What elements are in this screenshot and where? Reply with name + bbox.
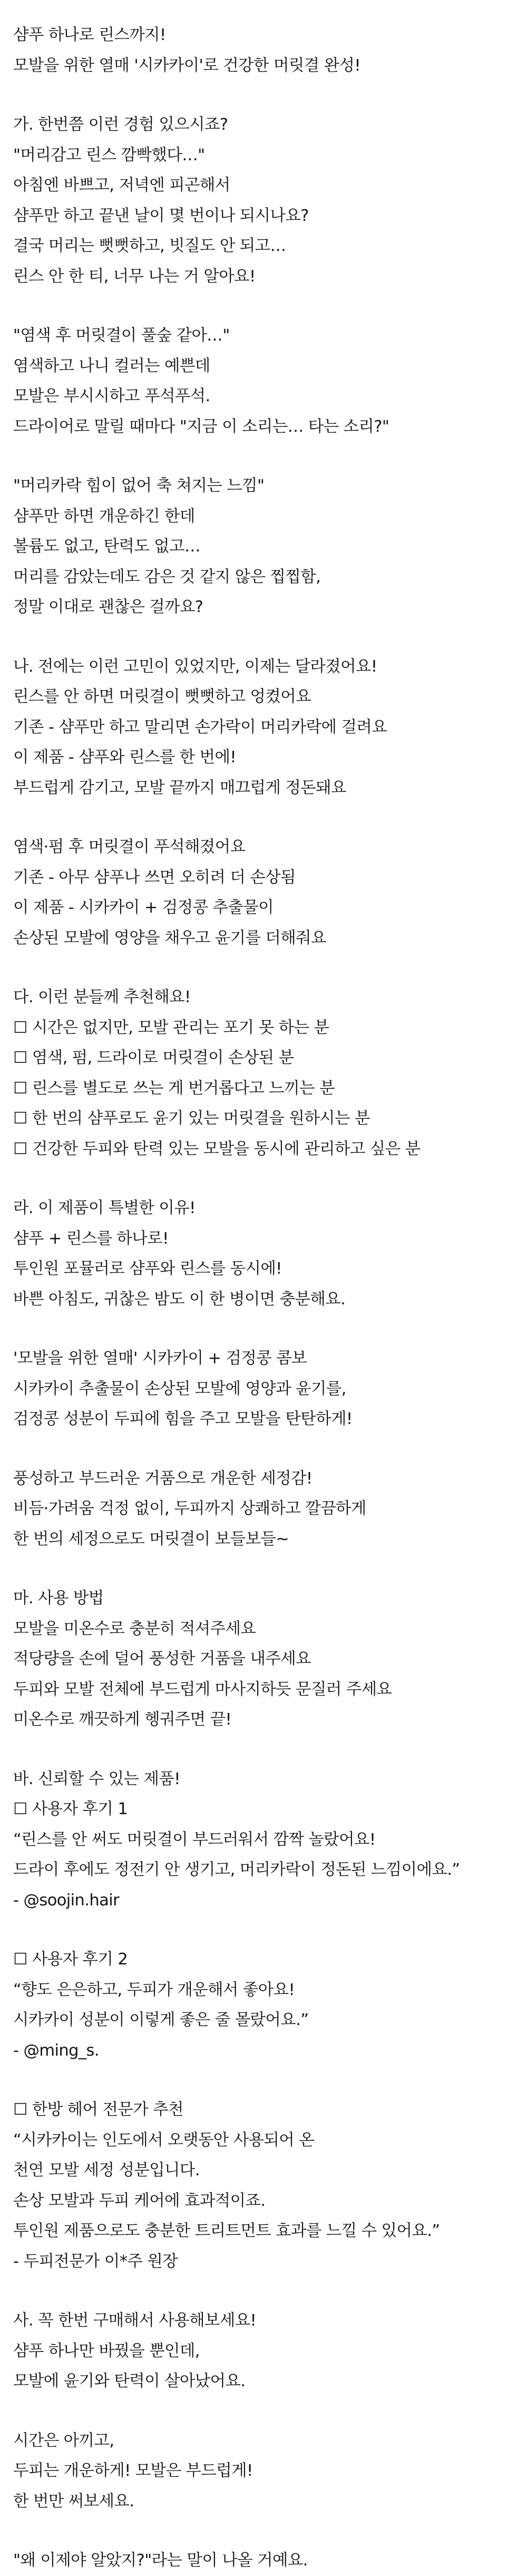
text-line: 결국 머리는 뻣뻣하고, 빗질도 안 되고…: [13, 237, 286, 255]
paragraph-gap: [13, 953, 516, 982]
paragraph-gap: [13, 1735, 516, 1764]
text-line: ☐ 사용자 후기 2: [13, 1950, 128, 1969]
paragraph-gap: [13, 2516, 516, 2545]
text-line: 샴푸 하나만 바꿨을 뿐인데,: [13, 2341, 200, 2360]
text-line: 시카카이 성분이 이렇게 좋은 줄 몰랐어요.”: [13, 2011, 309, 2029]
text-line: 기존 - 아무 샴푸나 쓰면 오히려 더 손상됨: [13, 868, 296, 887]
paragraph: [13, 2426, 516, 2517]
text-line: - @soojin.hair: [13, 1891, 120, 1910]
text-line: “린스를 안 써도 머릿결이 부드러워서 깜짝 놀랐어요!: [13, 1830, 376, 1849]
text-line: 두피는 개운하게! 모발은 부드럽게!: [13, 2462, 253, 2480]
text-line: “향도 은은하고, 두피가 개운해서 좋아요!: [13, 1980, 295, 1999]
text-line: ☐ 한방 헤어 전문가 추천: [13, 2100, 183, 2119]
text-line: 기존 - 샴푸만 하고 말리면 손가락이 머리카락에 걸려요: [13, 718, 387, 737]
text-line: 모발을 미온수로 충분히 적셔주세요: [13, 1619, 256, 1638]
text-line: 사. 꼭 한번 구매해서 사용해보세요!: [13, 2311, 257, 2330]
text-line: 아침엔 바쁘고, 저녁엔 피곤해서: [13, 176, 230, 195]
paragraph: [13, 832, 516, 953]
paragraph: [13, 321, 516, 442]
text-line: ☐ 시간은 없지만, 모발 관리는 포기 못 하는 분: [13, 1018, 329, 1037]
text-line: 풍성하고 부드러운 거품으로 개운한 세정감!: [13, 1469, 313, 1488]
text-line: 다. 이런 분들께 추천해요!: [13, 988, 191, 1006]
text-line: 마. 사용 방법: [13, 1589, 104, 1607]
text-line: 린스를 안 하면 머릿결이 뻣뻣하고 엉켰어요: [13, 687, 311, 706]
paragraph: [13, 2306, 516, 2397]
paragraph: [13, 652, 516, 803]
text-line: 시카카이 추출물이 손상된 모발에 영양과 윤기를,: [13, 1379, 346, 1398]
text-line: 샴푸 + 린스를 하나로!: [13, 1229, 169, 1248]
paragraph: [13, 1764, 516, 1916]
paragraph-gap: [13, 1915, 516, 1944]
text-line: “시카카이는 인도에서 오랫동안 사용되어 온: [13, 2130, 315, 2149]
text-line: 시간은 아끼고,: [13, 2431, 114, 2450]
text-line: 드라이어로 말릴 때마다 "지금 이 소리는… 타는 소리?": [13, 417, 389, 436]
paragraph: [13, 1583, 516, 1735]
text-line: 비듬·가려움 걱정 없이, 두피까지 상쾌하고 깔끔하게: [13, 1499, 366, 1518]
text-line: 가. 한번쯤 이런 경험 있으시죠?: [13, 115, 228, 134]
text-line: 바쁜 아침도, 귀찮은 밤도 이 한 병이면 충분해요.: [13, 1290, 346, 1309]
paragraph-gap: [13, 442, 516, 471]
text-line: - @ming_s.: [13, 2041, 99, 2060]
text-line: 부드럽게 감기고, 모발 끝까지 매끄럽게 정돈돼요: [13, 778, 346, 797]
paragraph-gap: [13, 81, 516, 110]
paragraph: [13, 1944, 516, 2066]
text-line: 드라이 후에도 정전기 안 생기고, 머리카락이 정돈된 느낌이에요.”: [13, 1861, 460, 1879]
text-line: "왜 이제야 알았지?"라는 말이 나올 거예요.: [13, 2551, 308, 2570]
paragraph-gap: [13, 292, 516, 321]
text-line: 투인원 제품으로도 충분한 트리트먼트 효과를 느낄 수 있어요.”: [13, 2222, 440, 2240]
text-line: 손상 모발과 두피 케어에 효과적이죠.: [13, 2191, 266, 2210]
text-line: 볼륨도 없고, 탄력도 없고…: [13, 537, 200, 556]
text-line: 나. 전에는 이런 고민이 있었지만, 이제는 달라졌어요!: [13, 657, 377, 676]
text-line: "머리감고 린스 깜빡했다…": [13, 146, 205, 164]
paragraph-gap: [13, 2397, 516, 2426]
text-line: 염색·펌 후 머릿결이 푸석해졌어요: [13, 838, 246, 856]
text-line: 정말 이대로 괜찮은 걸까요?: [13, 598, 203, 616]
paragraph: [13, 471, 516, 623]
text-line: ☐ 염색, 펌, 드라이로 머릿결이 손상된 분: [13, 1049, 294, 1067]
text-line: 한 번의 세정으로도 머릿결이 보들보들~: [13, 1529, 289, 1548]
text-line: 투인원 포뮬러로 샴푸와 린스를 동시에!: [13, 1260, 282, 1278]
text-line: 천연 모발 세정 성분입니다.: [13, 2161, 200, 2180]
paragraph: [13, 1343, 516, 1435]
text-line: 머리를 감았는데도 감은 것 같지 않은 찝찝함,: [13, 567, 321, 586]
text-line: "염색 후 머릿결이 풀숲 같아…": [13, 326, 230, 345]
text-line: ☐ 건강한 두피와 탄력 있는 모발을 동시에 관리하고 싶은 분: [13, 1139, 421, 1158]
paragraph: [13, 2545, 516, 2576]
paragraph-gap: [13, 2066, 516, 2095]
text-line: 한 번만 써보세요.: [13, 2492, 134, 2511]
text-line: 미온수로 깨끗하게 헹궈주면 끝!: [13, 1710, 232, 1729]
paragraph-gap: [13, 1554, 516, 1583]
text-line: - 두피전문가 이*주 원장: [13, 2252, 178, 2271]
promo-document: [13, 20, 516, 2576]
paragraph-gap: [13, 803, 516, 832]
text-line: "머리카락 힘이 없어 축 쳐지는 느낌": [13, 477, 265, 495]
text-line: 두피와 모발 전체에 부드럽게 마사지하듯 문질러 주세요: [13, 1680, 392, 1699]
text-line: 모발에 윤기와 탄력이 살아났어요.: [13, 2372, 246, 2390]
paragraph: [13, 20, 516, 81]
paragraph: [13, 982, 516, 1164]
paragraph: [13, 2095, 516, 2277]
text-line: '모발을 위한 열매' 시카카이 + 검정콩 콤보: [13, 1349, 307, 1368]
text-line: 샴푸만 하면 개운하긴 한데: [13, 507, 195, 526]
paragraph-gap: [13, 623, 516, 652]
paragraph: [13, 1193, 516, 1314]
text-line: 샴푸 하나로 린스까지!: [13, 26, 166, 44]
text-line: 염색하고 나니 컬러는 예쁜데: [13, 356, 210, 375]
text-line: ☐ 한 번의 샴푸로도 윤기 있는 머릿결을 원하시는 분: [13, 1109, 370, 1128]
paragraph: [13, 1464, 516, 1555]
text-line: 검정콩 성분이 두피에 힘을 주고 모발을 탄탄하게!: [13, 1410, 353, 1428]
text-line: 이 제품 - 샴푸와 린스를 한 번에!: [13, 748, 236, 767]
text-line: 모발을 위한 열매 '시카카이'로 건강한 머릿결 완성!: [13, 56, 361, 75]
text-line: 적당량을 손에 덜어 풍성한 거품을 내주세요: [13, 1650, 311, 1668]
text-line: 린스 안 한 티, 너무 나는 거 알아요!: [13, 267, 256, 286]
paragraph-gap: [13, 2277, 516, 2306]
text-line: 라. 이 제품이 특별한 이유!: [13, 1199, 196, 1217]
paragraph: [13, 110, 516, 292]
paragraph-gap: [13, 1164, 516, 1193]
text-line: 샴푸만 하고 끝낸 날이 몇 번이나 되시나요?: [13, 206, 309, 225]
text-line: ☐ 린스를 별도로 쓰는 게 번거롭다고 느끼는 분: [13, 1079, 335, 1098]
text-line: 이 제품 - 시카카이 + 검정콩 추출물이: [13, 898, 274, 917]
text-line: 바. 신뢰할 수 있는 제품!: [13, 1769, 180, 1788]
paragraph-gap: [13, 1435, 516, 1464]
text-line: ☐ 사용자 후기 1: [13, 1800, 128, 1818]
paragraph-gap: [13, 1314, 516, 1343]
text-line: 손상된 모발에 영양을 채우고 윤기를 더해줘요: [13, 928, 326, 947]
text-line: 모발은 부시시하고 푸석푸석.: [13, 387, 210, 405]
